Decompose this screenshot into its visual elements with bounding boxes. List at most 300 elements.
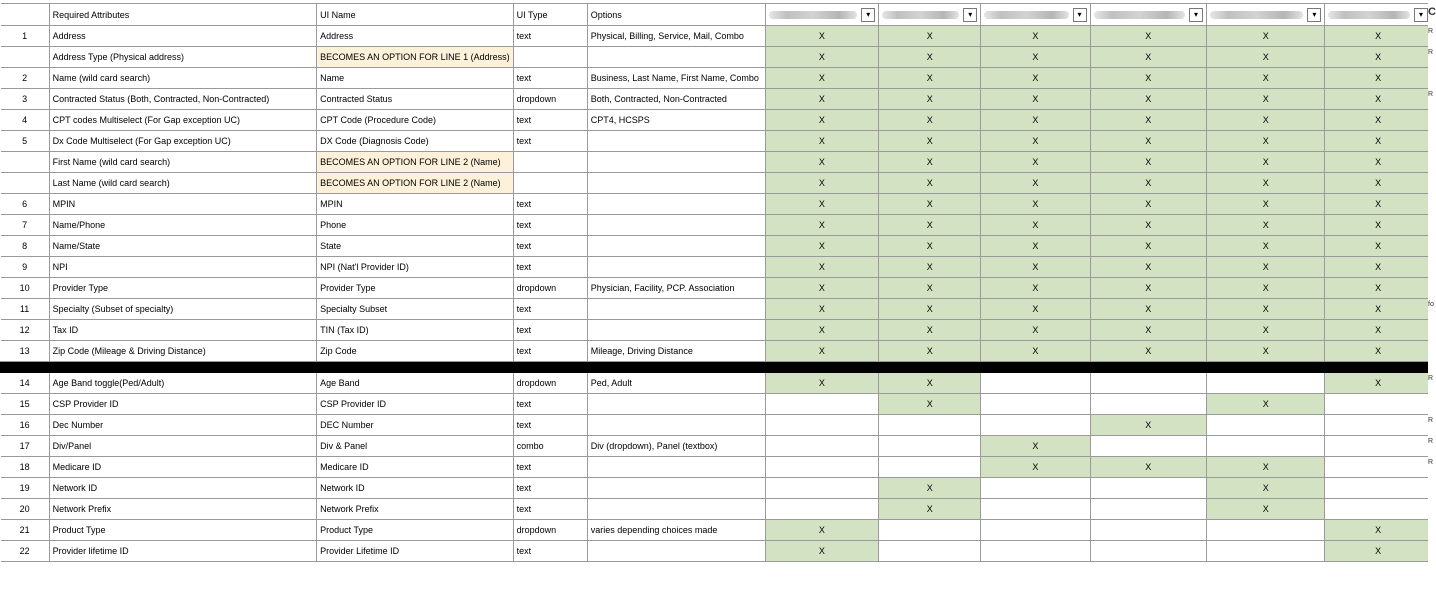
- flag-cell[interactable]: [1325, 394, 1432, 415]
- options-cell[interactable]: [587, 457, 765, 478]
- flag-cell[interactable]: X: [765, 278, 879, 299]
- options-cell[interactable]: Business, Last Name, First Name, Combo: [587, 68, 765, 89]
- flag-cell[interactable]: X: [1090, 194, 1207, 215]
- ui-name-cell[interactable]: Address: [317, 26, 514, 47]
- flag-cell[interactable]: X: [1207, 26, 1325, 47]
- table-row: [1, 257, 1432, 278]
- flag-cell[interactable]: [879, 520, 981, 541]
- flag-cell[interactable]: [765, 436, 879, 457]
- ui-name-cell[interactable]: BECOMES AN OPTION FOR LINE 1 (Address): [317, 47, 514, 68]
- ui-name-cell[interactable]: CSP Provider ID: [317, 394, 514, 415]
- header-ui-name[interactable]: UI Name: [317, 4, 514, 26]
- options-cell[interactable]: [587, 541, 765, 562]
- flag-cell[interactable]: [1325, 478, 1432, 499]
- flag-cell[interactable]: X: [879, 47, 981, 68]
- flag-cell[interactable]: [981, 499, 1090, 520]
- flag-cell[interactable]: [1090, 373, 1207, 394]
- ui-name-cell[interactable]: Specialty Subset: [317, 299, 514, 320]
- flag-cell[interactable]: X: [879, 257, 981, 278]
- flag-cell[interactable]: [981, 478, 1090, 499]
- flag-cell[interactable]: X: [1207, 394, 1325, 415]
- flag-cell[interactable]: X: [1325, 194, 1432, 215]
- ui-type-cell[interactable]: dropdown: [513, 89, 587, 110]
- row-number[interactable]: 9: [1, 257, 50, 278]
- flag-cell[interactable]: X: [1207, 68, 1325, 89]
- ui-type-cell[interactable]: text: [513, 131, 587, 152]
- flag-cell[interactable]: [1090, 478, 1207, 499]
- flag-cell[interactable]: X: [765, 341, 879, 362]
- flag-cell[interactable]: X: [1325, 47, 1432, 68]
- ui-name-cell[interactable]: State: [317, 236, 514, 257]
- flag-cell[interactable]: [1207, 520, 1325, 541]
- flag-cell[interactable]: X: [879, 194, 981, 215]
- filter-dropdown-icon[interactable]: ▾: [1189, 8, 1203, 22]
- flag-cell[interactable]: [1207, 373, 1325, 394]
- flag-cell[interactable]: [1325, 499, 1432, 520]
- attribute-cell[interactable]: Contracted Status (Both, Contracted, Non-Contracted): [49, 89, 316, 110]
- flag-cell[interactable]: [879, 436, 981, 457]
- flag-cell[interactable]: X: [1090, 89, 1207, 110]
- row-number[interactable]: 8: [1, 236, 50, 257]
- flag-cell[interactable]: X: [879, 89, 981, 110]
- flag-cell[interactable]: X: [1207, 152, 1325, 173]
- flag-cell[interactable]: X: [981, 457, 1090, 478]
- attribute-cell[interactable]: Provider Type: [49, 278, 316, 299]
- options-cell[interactable]: [587, 236, 765, 257]
- ui-name-cell[interactable]: MPIN: [317, 194, 514, 215]
- flag-cell[interactable]: X: [1325, 173, 1432, 194]
- flag-cell[interactable]: X: [765, 520, 879, 541]
- flag-cell[interactable]: X: [1090, 26, 1207, 47]
- row-number[interactable]: 13: [1, 341, 50, 362]
- ui-type-cell[interactable]: text: [513, 320, 587, 341]
- flag-cell[interactable]: X: [981, 68, 1090, 89]
- flag-cell[interactable]: X: [765, 173, 879, 194]
- flag-cell[interactable]: X: [765, 236, 879, 257]
- attribute-cell[interactable]: Age Band toggle(Ped/Adult): [49, 373, 316, 394]
- flag-cell[interactable]: X: [1090, 320, 1207, 341]
- flag-cell[interactable]: X: [765, 152, 879, 173]
- row-number[interactable]: 3: [1, 89, 50, 110]
- flag-cell[interactable]: X: [1207, 299, 1325, 320]
- flag-cell[interactable]: X: [981, 110, 1090, 131]
- options-cell[interactable]: [587, 47, 765, 68]
- flag-cell[interactable]: X: [1325, 257, 1432, 278]
- flag-cell[interactable]: [765, 394, 879, 415]
- row-number[interactable]: 6: [1, 194, 50, 215]
- filter-dropdown-icon[interactable]: ▾: [1414, 8, 1428, 22]
- table-row: [1, 215, 1432, 236]
- attribute-cell[interactable]: CPT codes Multiselect (For Gap exception UC): [49, 110, 316, 131]
- flag-cell[interactable]: X: [981, 89, 1090, 110]
- row-number[interactable]: [1, 47, 50, 68]
- flag-cell[interactable]: [1207, 541, 1325, 562]
- row-number[interactable]: 16: [1, 415, 50, 436]
- flag-cell[interactable]: X: [1090, 47, 1207, 68]
- ui-type-cell[interactable]: dropdown: [513, 278, 587, 299]
- flag-cell[interactable]: X: [981, 152, 1090, 173]
- flag-cell[interactable]: X: [1325, 236, 1432, 257]
- row-number[interactable]: 11: [1, 299, 50, 320]
- ui-type-cell[interactable]: combo: [513, 436, 587, 457]
- flag-cell[interactable]: X: [1325, 373, 1432, 394]
- ui-type-cell[interactable]: [513, 47, 587, 68]
- flag-cell[interactable]: [765, 457, 879, 478]
- flag-cell[interactable]: X: [981, 299, 1090, 320]
- ui-type-cell[interactable]: text: [513, 68, 587, 89]
- ui-type-cell[interactable]: text: [513, 194, 587, 215]
- flag-cell[interactable]: X: [879, 320, 981, 341]
- options-cell[interactable]: [587, 415, 765, 436]
- flag-cell[interactable]: X: [1325, 26, 1432, 47]
- attribute-cell[interactable]: Address Type (Physical address): [49, 47, 316, 68]
- flag-cell[interactable]: X: [1090, 173, 1207, 194]
- flag-cell[interactable]: X: [1090, 152, 1207, 173]
- flag-cell[interactable]: X: [981, 257, 1090, 278]
- row-number[interactable]: 22: [1, 541, 50, 562]
- ui-name-cell[interactable]: BECOMES AN OPTION FOR LINE 2 (Name): [317, 173, 514, 194]
- flag-cell[interactable]: [981, 541, 1090, 562]
- ui-type-cell[interactable]: text: [513, 215, 587, 236]
- flag-cell[interactable]: X: [1207, 278, 1325, 299]
- flag-cell[interactable]: [1090, 541, 1207, 562]
- flag-cell[interactable]: X: [981, 47, 1090, 68]
- table-row: [1, 194, 1432, 215]
- flag-cell[interactable]: X: [1325, 541, 1432, 562]
- ui-name-cell[interactable]: NPI (Nat'l Provider ID): [317, 257, 514, 278]
- row-number[interactable]: 21: [1, 520, 50, 541]
- flag-cell[interactable]: X: [1325, 299, 1432, 320]
- filter-dropdown-icon[interactable]: ▾: [1307, 8, 1321, 22]
- ui-type-cell[interactable]: text: [513, 541, 587, 562]
- flag-cell[interactable]: [1207, 436, 1325, 457]
- flag-cell[interactable]: X: [765, 26, 879, 47]
- ui-type-cell[interactable]: text: [513, 26, 587, 47]
- flag-cell[interactable]: X: [1090, 257, 1207, 278]
- flag-cell[interactable]: X: [879, 173, 981, 194]
- header-options[interactable]: Options: [587, 4, 765, 26]
- options-cell[interactable]: [587, 299, 765, 320]
- flag-cell[interactable]: X: [879, 68, 981, 89]
- ui-name-cell[interactable]: BECOMES AN OPTION FOR LINE 2 (Name): [317, 152, 514, 173]
- flag-cell[interactable]: X: [1325, 89, 1432, 110]
- attribute-cell[interactable]: Product Type: [49, 520, 316, 541]
- attribute-cell[interactable]: First Name (wild card search): [49, 152, 316, 173]
- flag-cell[interactable]: X: [765, 299, 879, 320]
- flag-cell[interactable]: X: [1207, 320, 1325, 341]
- flag-cell[interactable]: X: [765, 68, 879, 89]
- attribute-cell[interactable]: Network Prefix: [49, 499, 316, 520]
- options-cell[interactable]: [587, 499, 765, 520]
- attribute-cell[interactable]: Medicare ID: [49, 457, 316, 478]
- blurred-column-name: [1210, 11, 1303, 19]
- flag-cell[interactable]: [981, 415, 1090, 436]
- flag-cell[interactable]: [765, 478, 879, 499]
- ui-name-cell[interactable]: Phone: [317, 215, 514, 236]
- ui-type-cell[interactable]: text: [513, 415, 587, 436]
- filter-column-header[interactable]: [981, 4, 1090, 26]
- flag-cell[interactable]: X: [1090, 110, 1207, 131]
- attribute-cell[interactable]: Zip Code (Mileage & Driving Distance): [49, 341, 316, 362]
- header-required-attributes[interactable]: Required Attributes: [49, 4, 316, 26]
- row-number[interactable]: [1, 152, 50, 173]
- flag-cell[interactable]: X: [879, 394, 981, 415]
- filter-column-header[interactable]: [1207, 4, 1325, 26]
- flag-cell[interactable]: X: [1090, 278, 1207, 299]
- flag-cell[interactable]: [1090, 394, 1207, 415]
- row-number[interactable]: 7: [1, 215, 50, 236]
- flag-cell[interactable]: [765, 499, 879, 520]
- ui-type-cell[interactable]: text: [513, 457, 587, 478]
- flag-cell[interactable]: X: [1207, 478, 1325, 499]
- flag-cell[interactable]: X: [1325, 215, 1432, 236]
- options-cell[interactable]: [587, 173, 765, 194]
- flag-cell[interactable]: [981, 394, 1090, 415]
- flag-cell[interactable]: X: [765, 131, 879, 152]
- ui-type-cell[interactable]: dropdown: [513, 520, 587, 541]
- ui-name-cell[interactable]: Name: [317, 68, 514, 89]
- options-cell[interactable]: Mileage, Driving Distance: [587, 341, 765, 362]
- flag-cell[interactable]: X: [1090, 68, 1207, 89]
- ui-name-cell[interactable]: CPT Code (Procedure Code): [317, 110, 514, 131]
- flag-cell[interactable]: X: [981, 26, 1090, 47]
- row-number[interactable]: 1: [1, 26, 50, 47]
- filter-dropdown-icon[interactable]: ▾: [861, 8, 875, 22]
- flag-cell[interactable]: X: [981, 278, 1090, 299]
- flag-cell[interactable]: X: [1207, 194, 1325, 215]
- flag-cell[interactable]: X: [981, 194, 1090, 215]
- flag-cell[interactable]: X: [1207, 131, 1325, 152]
- flag-cell[interactable]: [879, 457, 981, 478]
- attribute-cell[interactable]: Specialty (Subset of specialty): [49, 299, 316, 320]
- options-cell[interactable]: Div (dropdown), Panel (textbox): [587, 436, 765, 457]
- attribute-cell[interactable]: Dec Number: [49, 415, 316, 436]
- flag-cell[interactable]: X: [1090, 215, 1207, 236]
- ui-name-cell[interactable]: Zip Code: [317, 341, 514, 362]
- flag-cell[interactable]: X: [879, 341, 981, 362]
- flag-cell[interactable]: X: [1325, 110, 1432, 131]
- flag-cell[interactable]: X: [1207, 215, 1325, 236]
- filter-dropdown-icon[interactable]: ▾: [963, 8, 977, 22]
- flag-cell[interactable]: X: [765, 215, 879, 236]
- filter-column-header[interactable]: [1325, 4, 1432, 26]
- flag-cell[interactable]: X: [879, 152, 981, 173]
- options-cell[interactable]: [587, 478, 765, 499]
- flag-cell[interactable]: X: [879, 299, 981, 320]
- row-number[interactable]: 5: [1, 131, 50, 152]
- attribute-cell[interactable]: Last Name (wild card search): [49, 173, 316, 194]
- options-cell[interactable]: [587, 131, 765, 152]
- flag-cell[interactable]: X: [981, 236, 1090, 257]
- flag-cell[interactable]: [1090, 520, 1207, 541]
- flag-cell[interactable]: X: [1090, 415, 1207, 436]
- ui-type-cell[interactable]: text: [513, 236, 587, 257]
- options-cell[interactable]: [587, 152, 765, 173]
- filter-column-header[interactable]: [1090, 4, 1207, 26]
- ui-name-cell[interactable]: Network ID: [317, 478, 514, 499]
- flag-cell[interactable]: X: [1207, 236, 1325, 257]
- flag-cell[interactable]: X: [1090, 131, 1207, 152]
- flag-cell[interactable]: X: [765, 89, 879, 110]
- flag-cell[interactable]: X: [981, 341, 1090, 362]
- clipped-header-glyph: C: [1428, 6, 1436, 18]
- flag-cell[interactable]: X: [1207, 110, 1325, 131]
- table-row: [1, 478, 1432, 499]
- flag-cell[interactable]: [981, 520, 1090, 541]
- attribute-cell[interactable]: Dx Code Multiselect (For Gap exception UC): [49, 131, 316, 152]
- flag-cell[interactable]: X: [1207, 499, 1325, 520]
- attribute-cell[interactable]: CSP Provider ID: [49, 394, 316, 415]
- flag-cell[interactable]: X: [765, 373, 879, 394]
- flag-cell[interactable]: X: [1325, 152, 1432, 173]
- options-cell[interactable]: Physician, Facility, PCP. Association: [587, 278, 765, 299]
- options-cell[interactable]: [587, 394, 765, 415]
- flag-cell[interactable]: X: [765, 47, 879, 68]
- flag-cell[interactable]: X: [879, 373, 981, 394]
- flag-cell[interactable]: X: [879, 478, 981, 499]
- attribute-cell[interactable]: Address: [49, 26, 316, 47]
- options-cell[interactable]: CPT4, HCSPS: [587, 110, 765, 131]
- row-number[interactable]: [1, 173, 50, 194]
- flag-cell[interactable]: [1325, 436, 1432, 457]
- flag-cell[interactable]: [1325, 457, 1432, 478]
- ui-type-cell[interactable]: text: [513, 394, 587, 415]
- ui-type-cell[interactable]: text: [513, 299, 587, 320]
- row-number[interactable]: 17: [1, 436, 50, 457]
- flag-cell[interactable]: X: [1207, 457, 1325, 478]
- filter-column-header[interactable]: [765, 4, 879, 26]
- ui-type-cell[interactable]: text: [513, 110, 587, 131]
- flag-cell[interactable]: [879, 541, 981, 562]
- options-cell[interactable]: [587, 215, 765, 236]
- flag-cell[interactable]: [1090, 499, 1207, 520]
- ui-name-cell[interactable]: Provider Lifetime ID: [317, 541, 514, 562]
- flag-cell[interactable]: X: [981, 131, 1090, 152]
- flag-cell[interactable]: X: [765, 194, 879, 215]
- ui-type-cell[interactable]: text: [513, 478, 587, 499]
- flag-cell[interactable]: X: [879, 215, 981, 236]
- flag-cell[interactable]: [1090, 436, 1207, 457]
- flag-cell[interactable]: X: [879, 131, 981, 152]
- flag-cell[interactable]: X: [981, 173, 1090, 194]
- ui-name-cell[interactable]: TIN (Tax ID): [317, 320, 514, 341]
- ui-type-cell[interactable]: dropdown: [513, 373, 587, 394]
- flag-cell[interactable]: X: [765, 257, 879, 278]
- flag-cell[interactable]: X: [1090, 299, 1207, 320]
- options-cell[interactable]: varies depending choices made: [587, 520, 765, 541]
- flag-cell[interactable]: X: [1325, 68, 1432, 89]
- flag-cell[interactable]: X: [1207, 257, 1325, 278]
- separator-bar: [1, 362, 1432, 373]
- row-number[interactable]: 2: [1, 68, 50, 89]
- attribute-cell[interactable]: Tax ID: [49, 320, 316, 341]
- ui-name-cell[interactable]: Network Prefix: [317, 499, 514, 520]
- flag-cell[interactable]: X: [879, 499, 981, 520]
- flag-cell[interactable]: X: [765, 110, 879, 131]
- ui-type-cell[interactable]: [513, 152, 587, 173]
- flag-cell[interactable]: X: [1090, 236, 1207, 257]
- ui-name-cell[interactable]: Div & Panel: [317, 436, 514, 457]
- filter-column-header[interactable]: [879, 4, 981, 26]
- flag-cell[interactable]: X: [1207, 341, 1325, 362]
- ui-name-cell[interactable]: Provider Type: [317, 278, 514, 299]
- ui-type-cell[interactable]: text: [513, 257, 587, 278]
- header-ui-type[interactable]: UI Type: [513, 4, 587, 26]
- flag-cell[interactable]: X: [1207, 47, 1325, 68]
- flag-cell[interactable]: X: [1325, 131, 1432, 152]
- flag-cell[interactable]: X: [1325, 341, 1432, 362]
- attribute-cell[interactable]: Provider lifetime ID: [49, 541, 316, 562]
- flag-cell[interactable]: X: [1325, 520, 1432, 541]
- flag-cell[interactable]: X: [1090, 457, 1207, 478]
- attribute-cell[interactable]: Name/Phone: [49, 215, 316, 236]
- ui-name-cell[interactable]: Medicare ID: [317, 457, 514, 478]
- row-number[interactable]: 15: [1, 394, 50, 415]
- flag-cell[interactable]: [1325, 415, 1432, 436]
- row-number[interactable]: 10: [1, 278, 50, 299]
- flag-cell[interactable]: [765, 415, 879, 436]
- table-row: [1, 457, 1432, 478]
- row-number[interactable]: 14: [1, 373, 50, 394]
- row-number[interactable]: 20: [1, 499, 50, 520]
- ui-name-cell[interactable]: DEC Number: [317, 415, 514, 436]
- flag-cell[interactable]: X: [1207, 89, 1325, 110]
- flag-cell[interactable]: X: [879, 278, 981, 299]
- row-number[interactable]: 4: [1, 110, 50, 131]
- options-cell[interactable]: [587, 194, 765, 215]
- ui-type-cell[interactable]: text: [513, 499, 587, 520]
- options-cell[interactable]: Both, Contracted, Non-Contracted: [587, 89, 765, 110]
- flag-cell[interactable]: X: [879, 26, 981, 47]
- ui-type-cell[interactable]: text: [513, 341, 587, 362]
- filter-dropdown-icon[interactable]: ▾: [1073, 8, 1087, 22]
- flag-cell[interactable]: X: [765, 320, 879, 341]
- options-cell[interactable]: Physical, Billing, Service, Mail, Combo: [587, 26, 765, 47]
- flag-cell[interactable]: X: [879, 236, 981, 257]
- flag-cell[interactable]: X: [981, 436, 1090, 457]
- flag-cell[interactable]: X: [1325, 278, 1432, 299]
- ui-name-cell[interactable]: Product Type: [317, 520, 514, 541]
- options-cell[interactable]: Ped, Adult: [587, 373, 765, 394]
- row-number[interactable]: 12: [1, 320, 50, 341]
- flag-cell[interactable]: [1207, 415, 1325, 436]
- row-number[interactable]: 19: [1, 478, 50, 499]
- attribute-cell[interactable]: Network ID: [49, 478, 316, 499]
- attribute-cell[interactable]: Div/Panel: [49, 436, 316, 457]
- options-cell[interactable]: [587, 257, 765, 278]
- flag-cell[interactable]: X: [1090, 341, 1207, 362]
- ui-name-cell[interactable]: Contracted Status: [317, 89, 514, 110]
- ui-name-cell[interactable]: DX Code (Diagnosis Code): [317, 131, 514, 152]
- flag-cell[interactable]: [879, 415, 981, 436]
- flag-cell[interactable]: X: [1207, 173, 1325, 194]
- ui-name-cell[interactable]: Age Band: [317, 373, 514, 394]
- row-number[interactable]: 18: [1, 457, 50, 478]
- attribute-cell[interactable]: MPIN: [49, 194, 316, 215]
- table-row: [1, 131, 1432, 152]
- attribute-cell[interactable]: Name (wild card search): [49, 68, 316, 89]
- flag-cell[interactable]: X: [981, 215, 1090, 236]
- flag-cell[interactable]: X: [1325, 320, 1432, 341]
- flag-cell[interactable]: X: [765, 541, 879, 562]
- flag-cell[interactable]: X: [879, 110, 981, 131]
- options-cell[interactable]: [587, 320, 765, 341]
- ui-type-cell[interactable]: [513, 173, 587, 194]
- flag-cell[interactable]: X: [981, 320, 1090, 341]
- attribute-cell[interactable]: Name/State: [49, 236, 316, 257]
- attribute-cell[interactable]: NPI: [49, 257, 316, 278]
- flag-cell[interactable]: [981, 373, 1090, 394]
